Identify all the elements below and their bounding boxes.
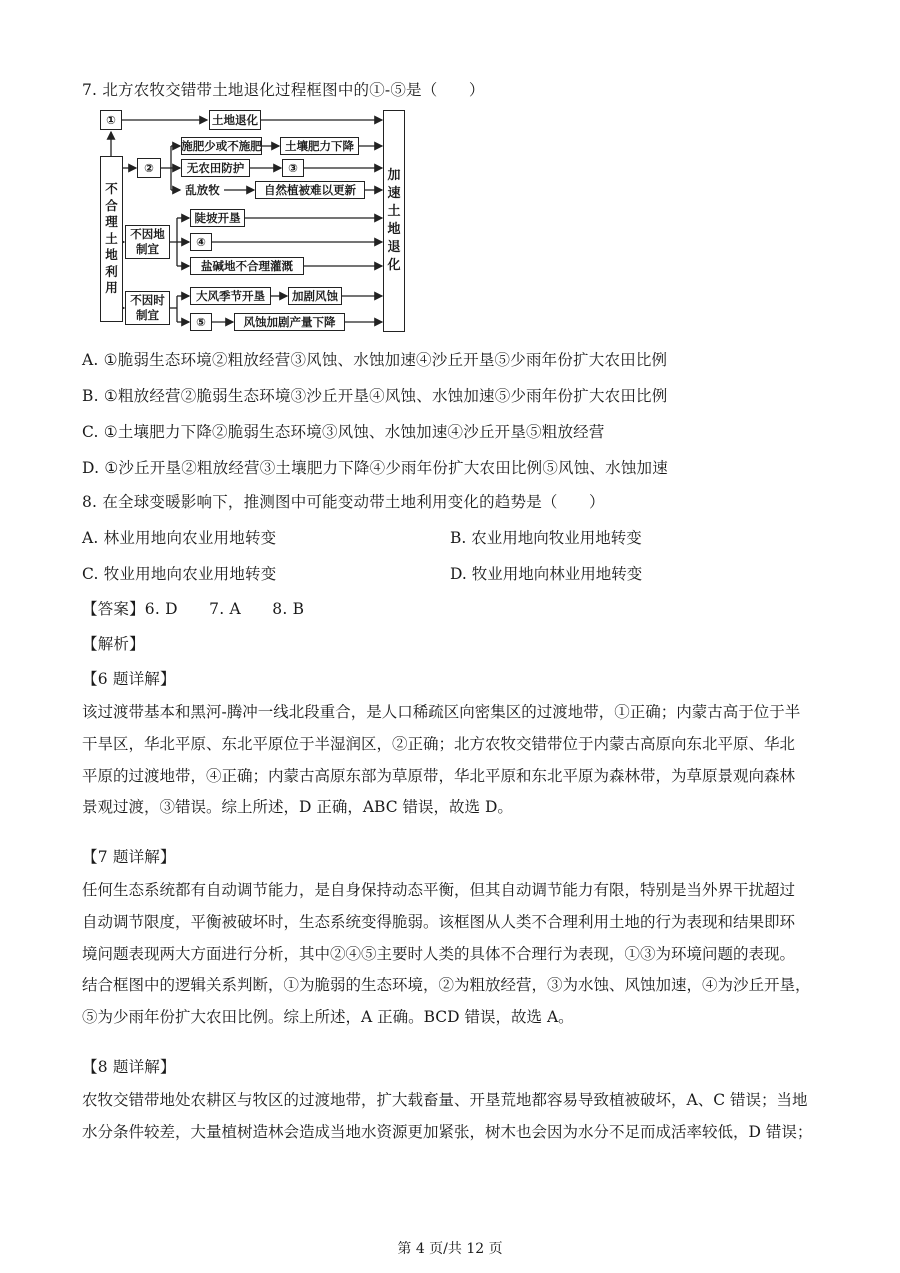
q8-option-b: B. 农业用地向牧业用地转变 bbox=[450, 529, 642, 547]
vegetation-hard-renew-box: 自然植被难以更新 bbox=[255, 181, 365, 199]
answer-line: 【答案】6. D 7. A 8. B bbox=[82, 600, 305, 618]
blank-box-3: ③ bbox=[282, 159, 304, 177]
q7-line: 任何生态系统都有自动调节能力，是自身保持动态平衡，但其自动调节能力有限，特别是当外界干扰超过 bbox=[82, 881, 796, 899]
q8-option-d: D. 牧业用地向林业用地转变 bbox=[450, 565, 643, 583]
q7-line: 境问题表现两大方面进行分析，其中②④⑤主要时人类的具体不合理行为表现，①③为环境问题的表现。 bbox=[82, 944, 796, 963]
q8-option-a: A. 林业用地向农业用地转变 bbox=[82, 529, 277, 547]
not-suit-time-box: 不因时 制宜 bbox=[125, 291, 170, 325]
q7-detail-heading: 【7 题详解】 bbox=[82, 848, 176, 866]
page-footer: 第 4 页/共 12 页 bbox=[397, 1241, 503, 1257]
q7-option-a: A. ①脆弱生态环境②粗放经营③风蚀、水蚀加速④沙丘开垦⑤少雨年份扩大农田比例 bbox=[82, 351, 668, 369]
q8-option-c: C. 牧业用地向农业用地转变 bbox=[82, 565, 277, 583]
q7-option-d: D. ①沙丘开垦②粗放经营③土壤肥力下降④少雨年份扩大农田比例⑤风蚀、水蚀加速 bbox=[82, 459, 668, 477]
q8-stem: 8. 在全球变暖影响下，推测图中可能变动带土地利用变化的趋势是（ ） bbox=[82, 493, 605, 511]
land-degradation-box: 土地退化 bbox=[209, 110, 261, 130]
q6-line: 平原的过渡地带，④正确；内蒙古高原东部为草原带，华北平原和东北平原为森林带，为草原景观向森林 bbox=[82, 766, 796, 785]
soil-fertility-drop-box: 土壤肥力下降 bbox=[280, 137, 359, 155]
q8-line: 水分条件较差，大量植树造林会造成当地水资源更加紧张，树木也会因为水分不足而成活率较低，D 错误； bbox=[82, 1122, 813, 1141]
blank-box-1: ① bbox=[100, 110, 122, 130]
q6-detail-heading: 【6 题详解】 bbox=[82, 670, 176, 688]
overgrazing-label: 乱放牧 bbox=[185, 183, 220, 197]
q6-line: 景观过渡，③错误。综上所述，D 正确，ABC 错误，故选 D。 bbox=[82, 798, 513, 817]
windy-season-box: 大风季节开垦 bbox=[190, 287, 271, 305]
q7-option-b: B. ①粗放经营②脆弱生态环境③沙丘开垦④风蚀、水蚀加速⑤少雨年份扩大农田比例 bbox=[82, 387, 668, 405]
less-fertilizer-box: 施肥少或不施肥 bbox=[181, 139, 262, 153]
q7-stem: 7. 北方农牧交错带土地退化过程框图中的①-⑤是（ ） bbox=[82, 81, 485, 99]
steep-slope-box: 陡坡开垦 bbox=[190, 209, 245, 227]
q7-detail-paragraph bbox=[82, 875, 818, 1034]
blank-box-2: ② bbox=[137, 158, 161, 178]
accelerate-degradation-box: 加 速 土 地 退 化 bbox=[383, 110, 405, 332]
wind-erosion-box: 加剧风蚀 bbox=[288, 287, 342, 305]
q8-line: 农牧交错带地处农耕区与牧区的过渡地带，扩大载畜量、开垦荒地都容易导致植被破坏，A、C 错误；当地 bbox=[82, 1091, 808, 1109]
blank-box-4: ④ bbox=[190, 233, 212, 251]
yield-drop-box: 风蚀加剧产量下降 bbox=[234, 313, 345, 331]
q8-detail-heading: 【8 题详解】 bbox=[82, 1058, 176, 1076]
q7-option-c: C. ①土壤肥力下降②脆弱生态环境③风蚀、水蚀加速④沙丘开垦⑤粗放经营 bbox=[82, 423, 605, 441]
q6-detail-paragraph bbox=[82, 697, 818, 824]
land-degradation-flowchart bbox=[99, 108, 409, 336]
blank-box-5: ⑤ bbox=[190, 313, 212, 331]
q6-line: 该过渡带基本和黑河-腾冲一线北段重合，是人口稀疏区向密集区的过渡地带，①正确；内蒙古高于位于半 bbox=[82, 703, 801, 721]
saline-irrigation-box: 盐碱地不合理灌溉 bbox=[190, 257, 304, 275]
q7-line: 结合框图中的逻辑关系判断，①为脆弱的生态环境，②为粗放经营，③为水蚀、风蚀加速，④为沙丘开垦， bbox=[82, 976, 811, 995]
unreasonable-land-use-box: 不 合 理 土 地 利 用 bbox=[100, 156, 123, 322]
q8-detail-paragraph bbox=[82, 1085, 818, 1149]
q7-line: ⑤为少雨年份扩大农田比例。综上所述，A 正确。BCD 错误，故选 A。 bbox=[82, 1008, 574, 1027]
q7-line: 自动调节限度，平衡被破坏时，生态系统变得脆弱。该框图从人类不合理利用土地的行为表现和结果即环 bbox=[82, 912, 796, 931]
q6-line: 干旱区，华北平原、东北平原位于半湿润区，②正确；北方农牧交错带位于内蒙古高原向东北平原、华北 bbox=[82, 734, 796, 753]
analysis-heading: 【解析】 bbox=[82, 635, 145, 653]
not-suit-local-box: 不因地 制宜 bbox=[125, 225, 170, 259]
no-shelter-box: 无农田防护 bbox=[181, 159, 250, 177]
